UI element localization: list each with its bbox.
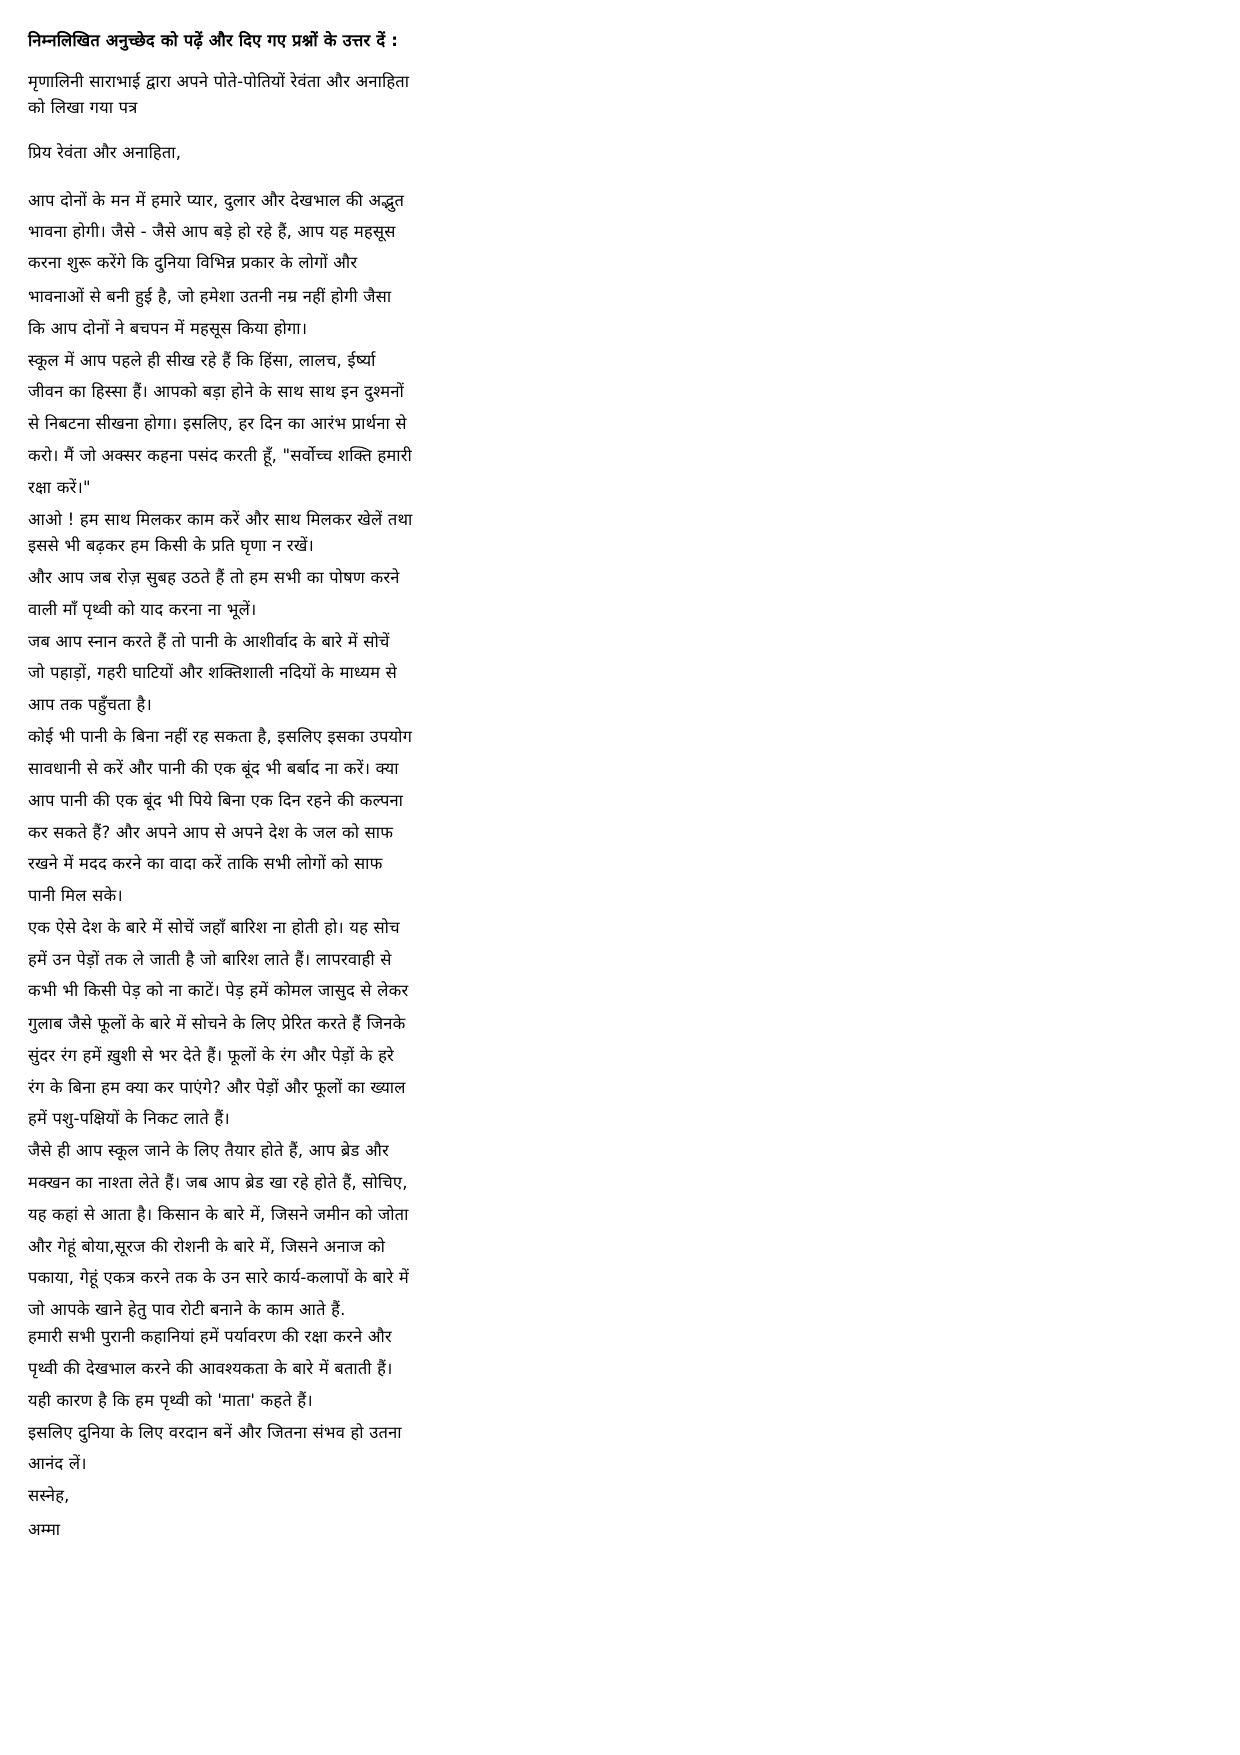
body-line: गुलाब जैसे फूलों के बारे में सोचने के लिए प्रेरित करते हैं जिनके bbox=[28, 1014, 406, 1033]
body-line: कर सकते हैं? और अपने आप से अपने देश के जल को साफ bbox=[28, 823, 394, 842]
body-line: आप दोनों के मन में हमारे प्यार, दुलार और देखभाल की अद्भुत bbox=[28, 191, 405, 210]
body-line: भावनाओं से बनी हुई है, जो हमेशा उतनी नम्र नहीं होगी जैसा bbox=[28, 287, 392, 306]
body-line: कभी भी किसी पेड़ को ना काटें। पेड़ हमें कोमल जासुद से लेकर bbox=[28, 981, 409, 1000]
body-line: हमें पशु-पक्षियों के निकट लाते हैं। bbox=[28, 1109, 230, 1128]
body-line: और आप जब रोज़ सुबह उठते हैं तो हम सभी का पोषण करने bbox=[28, 568, 400, 587]
body-line: और गेहूं बोया,सूरज की रोशनी के बारे में, जिसने अनाज को bbox=[28, 1237, 386, 1256]
body-line: रखने में मदद करने का वादा करें ताकि सभी लोगों को साफ bbox=[28, 854, 383, 873]
body-line: रक्षा करें।" bbox=[28, 478, 91, 497]
body-line: मक्खन का नाश्ता लेते हैं। जब आप ब्रेड खा रहे होते हैं, सोचिए, bbox=[28, 1173, 408, 1192]
body-line: भावना होगी। जैसे - जैसे आप बड़े हो रहे हैं, आप यह महसूस bbox=[28, 222, 396, 241]
body-line: सुंदर रंग हमें ख़ुशी से भर देते हैं। फूलों के रंग और पेड़ों के हरे bbox=[28, 1046, 395, 1065]
body-line: पृथ्वी की देखभाल करने की आवश्यकता के बारे में बताती हैं। bbox=[28, 1359, 393, 1378]
body-line: जैसे ही आप स्कूल जाने के लिए तैयार होते हैं, आप ब्रेड और bbox=[28, 1141, 389, 1160]
body-line: रंग के बिना हम क्या कर पाएंगे? और पेड़ों और फूलों का ख्याल bbox=[28, 1078, 406, 1097]
body-line: जीवन का हिस्सा हैं। आपको बड़ा होने के साथ साथ इन दुश्मनों bbox=[28, 382, 404, 401]
body-line: यह कहां से आता है। किसान के बारे में, जिसने जमीन को जोता bbox=[28, 1205, 409, 1224]
body-line: कि आप दोनों ने बचपन में महसूस किया होगा। bbox=[28, 319, 308, 338]
body-line: जब आप स्नान करते हैं तो पानी के आशीर्वाद के बारे में सोचें bbox=[28, 632, 390, 651]
body-line: से निबटना सीखना होगा। इसलिए, हर दिन का आरंभ प्रार्थना से bbox=[28, 414, 407, 433]
salutation: प्रिय रेवंता और अनाहिता, bbox=[28, 143, 182, 162]
body-line: हमारी सभी पुरानी कहानियां हमें पर्यावरण की रक्षा करने और bbox=[28, 1327, 392, 1346]
body-line: पकाया, गेहूं एकत्र करने तक के उन सारे कार्य-कलापों के बारे में bbox=[28, 1268, 409, 1287]
intro-line: मृणालिनी साराभाई द्वारा अपने पोते-पोतियों रेवंता और अनाहिता bbox=[28, 72, 410, 91]
body-line: स्कूल में आप पहले ही सीख रहे हैं कि हिंसा, लालच, ईर्ष्या bbox=[28, 351, 376, 370]
body-line: सावधानी से करें और पानी की एक बूंद भी बर्बाद ना करें। क्या bbox=[28, 759, 399, 778]
body-line: वाली माँ पृथ्वी को याद करना ना भूलें। bbox=[28, 600, 257, 619]
body-line: इससे भी बढ़कर हम किसी के प्रति घृणा न रखें। bbox=[28, 536, 314, 555]
body-line: करो। मैं जो अक्सर कहना पसंद करती हूँ, "सर्वोच्च शक्ति हमारी bbox=[28, 446, 412, 465]
closing: सस्नेह, bbox=[28, 1486, 70, 1505]
body-line: हमें उन पेड़ों तक ले जाती है जो बारिश लाते हैं। लापरवाही से bbox=[28, 950, 392, 969]
body-line: कोई भी पानी के बिना नहीं रह सकता है, इसलिए इसका उपयोग bbox=[28, 727, 413, 746]
question-heading: निम्नलिखित अनुच्छेद को पढ़ें और दिए गए प्रश्नों के उत्तर दें : bbox=[28, 31, 399, 50]
body-line: यही कारण है कि हम पृथ्वी को 'माता' कहते हैं। bbox=[28, 1391, 313, 1410]
body-line: जो पहाड़ों, गहरी घाटियों और शक्तिशाली नदियों के माध्यम से bbox=[28, 663, 397, 682]
signature: अम्मा bbox=[28, 1520, 61, 1539]
body-line: करना शुरू करेंगे कि दुनिया विभिन्न प्रकार के लोगों और bbox=[28, 253, 358, 272]
body-line: आओ ! हम साथ मिलकर काम करें और साथ मिलकर खेलें तथा bbox=[28, 510, 413, 529]
body-line: आप तक पहुँचता है। bbox=[28, 695, 152, 714]
body-line: आनंद लें। bbox=[28, 1454, 87, 1473]
body-line: आप पानी की एक बूंद भी पिये बिना एक दिन रहने की कल्पना bbox=[28, 791, 404, 810]
intro-line: को लिखा गया पत्र bbox=[28, 98, 138, 117]
body-line: पानी मिल सके। bbox=[28, 886, 123, 905]
body-line: इसलिए दुनिया के लिए वरदान बनें और जितना संभव हो उतना bbox=[28, 1423, 402, 1442]
body-line: जो आपके खाने हेतु पाव रोटी बनाने के काम आते हैं. bbox=[28, 1300, 346, 1319]
body-line: एक ऐसे देश के बारे में सोचें जहाँ बारिश ना होती हो। यह सोच bbox=[28, 918, 400, 937]
